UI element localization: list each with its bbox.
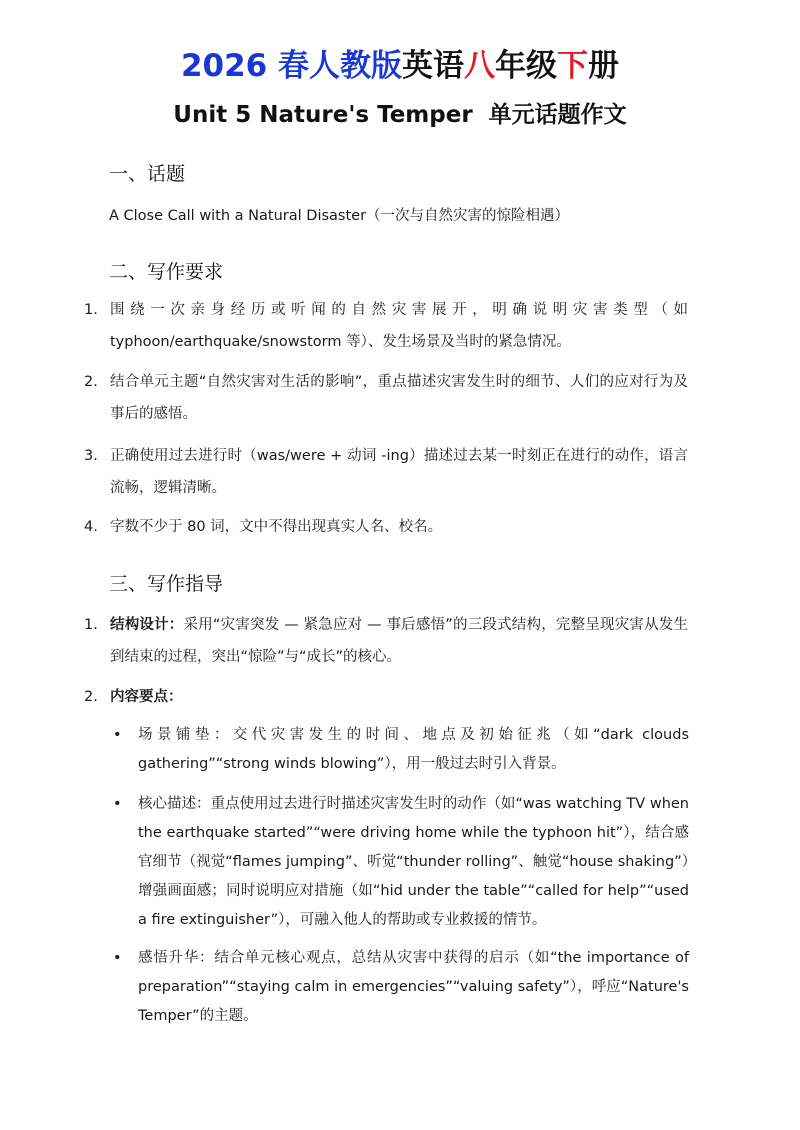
- title-grade-number: 八: [464, 48, 496, 84]
- item-number: 2.: [84, 374, 98, 390]
- item-number: 3.: [84, 448, 98, 464]
- document-subtitle: Unit 5 Nature's Temper 单元话题作文: [173, 102, 627, 128]
- item-label: 内容要点：: [110, 689, 183, 705]
- title-volume-mark: 下: [557, 48, 589, 84]
- bullet-text: 场景铺垫：交代灾害发生的时间、地点及初始征兆（如“dark clouds gathering”“strong winds blowing”），用一般过去时引入背景。: [138, 727, 689, 772]
- document-title: [0, 40, 800, 85]
- item-text: 围绕一次亲身经历或听闻的自然灾害展开，明确说明灾害类型（如 typhoon/earthquake/snowstorm 等）、发生场景及当时的紧急情况。: [110, 302, 688, 350]
- guidance-item-content: [84, 681, 688, 713]
- bullet-symbol: •: [113, 950, 122, 966]
- item-body: 采用“灾害突发 — 紧急应对 — 事后感悟”的三段式结构，完整呈现灾害从发生到结束的过程，突出“惊险”与“成长”的核心。: [110, 617, 689, 665]
- item-text: 字数不少于 80 词，文中不得出现真实人名、校名。: [110, 519, 443, 535]
- item-text: [110, 681, 688, 713]
- topic-text: A Close Call with a Natural Disaster（一次与自然灾害的惊险相遇）: [109, 208, 570, 224]
- bullet-symbol: •: [113, 727, 122, 743]
- content-bullet: [113, 721, 689, 779]
- content-bullet: [113, 790, 689, 935]
- item-label: 结构设计：: [110, 617, 184, 633]
- bullet-text: 感悟升华：结合单元核心观点，总结从灾害中获得的启示（如“the importance of preparation”“staying calm in emergencies”“valuing safety”），呼应“Nature's Temper”的主题。: [138, 950, 689, 1024]
- requirement-item: [84, 366, 688, 430]
- content-bullet: [113, 944, 689, 1031]
- bullet-symbol: •: [113, 796, 122, 812]
- title-volume-word: 册: [588, 48, 620, 84]
- requirement-item: [84, 440, 688, 504]
- item-number: 4.: [84, 519, 98, 535]
- title-year: 2026: [180, 48, 268, 84]
- item-text: 结合单元主题“自然灾害对生活的影响”，重点描述灾害发生时的细节、人们的应对行为及事后的感悟。: [110, 374, 688, 422]
- title-grade-word: 年级: [495, 48, 558, 84]
- section-heading-requirements: 二、写作要求: [109, 261, 224, 283]
- item-number: 2.: [84, 689, 98, 705]
- item-number: 1.: [84, 302, 98, 318]
- item-text: 正确使用过去进行时（was/were + 动词 -ing）描述过去某一时刻正在进行的动作，语言流畅，逻辑清晰。: [110, 448, 688, 496]
- bullet-text: 核心描述：重点使用过去进行时描述灾害发生时的动作（如“was watching TV when the earthquake started”“were driving home while the typhoon hit”），结合感官细节（视觉“flames jumping”、听觉“thunder rolling”、触觉“house shaking”）增强画面感；同时说明应对措施（如“hid under the table”“called for help”“used a fire extinguisher”），可融入他人的帮助或专业救援的情节。: [138, 796, 689, 928]
- title-subject: 英语: [402, 48, 465, 84]
- item-number: 1.: [84, 617, 98, 633]
- item-text: [110, 609, 688, 673]
- requirement-item: [84, 294, 688, 358]
- requirement-item: [84, 511, 688, 543]
- section-heading-topic: 一、话题: [109, 163, 186, 185]
- guidance-item-structure: [84, 609, 688, 673]
- section-heading-guidance: 三、写作指导: [109, 573, 224, 595]
- title-edition: 春人教版: [278, 48, 403, 84]
